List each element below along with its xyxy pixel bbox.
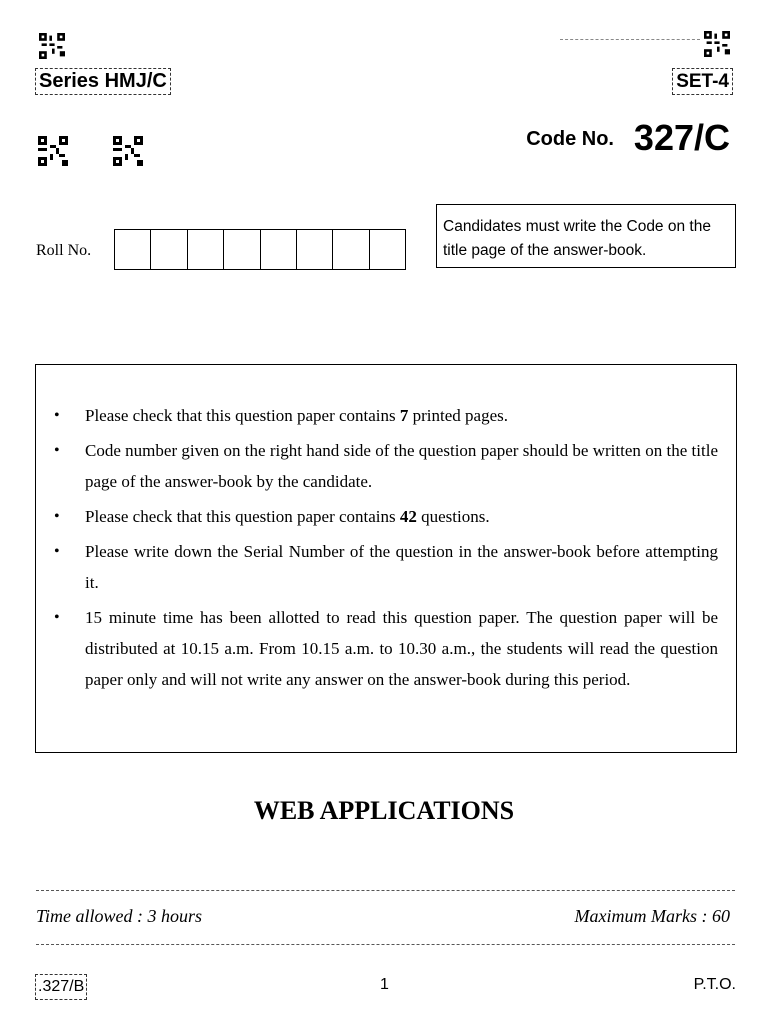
code-label: Code No. (526, 128, 614, 150)
qr-code-icon (38, 136, 68, 166)
qr-code-icon (113, 136, 143, 166)
bullet-icon: • (54, 407, 60, 424)
maximum-marks: Maximum Marks : 60 (574, 906, 730, 926)
roll-number-cell[interactable] (370, 230, 405, 269)
candidate-note: Candidates must write the Code on the title page of the answer-book. (436, 204, 736, 268)
bullet-icon: • (54, 442, 60, 459)
instruction-item: • Please check that this question paper contains 42 questions. (50, 501, 718, 532)
header-dash-line (560, 39, 700, 40)
instruction-item: • 15 minute time has been allotted to read this question paper. The question paper will be distributed at 10.15 a.m. From 10.15 a.m. to 10.30 a.m., the students will read the question paper only and will not write any answer on the answer-book during this period. (50, 602, 718, 695)
code-value: 327/C (633, 117, 730, 158)
bullet-icon: • (54, 508, 60, 525)
qr-code-icon (39, 33, 65, 59)
roll-number-cell[interactable] (297, 230, 333, 269)
series-label: Series HMJ/C (35, 68, 171, 95)
pto-label: P.T.O. (693, 976, 736, 993)
divider (36, 890, 735, 891)
bullet-icon: • (54, 543, 60, 560)
roll-number-boxes[interactable] (114, 229, 406, 270)
qr-code-icon (704, 31, 730, 57)
roll-number-cell[interactable] (261, 230, 297, 269)
roll-number-cell[interactable] (188, 230, 224, 269)
instructions-list (50, 400, 718, 695)
roll-number-label: Roll No. (36, 242, 92, 259)
roll-number-cell[interactable] (333, 230, 369, 269)
set-label: SET-4 (672, 68, 733, 95)
instruction-item: • Please write down the Serial Number of the question in the answer-book before attempting it. (50, 536, 718, 598)
time-allowed: Time allowed : 3 hours (36, 906, 203, 926)
roll-number-cell[interactable] (224, 230, 260, 269)
bullet-icon: • (54, 609, 60, 626)
page-number: 1 (380, 976, 389, 993)
paper-title: WEB APPLICATIONS (253, 796, 515, 825)
divider (36, 944, 735, 945)
roll-number-cell[interactable] (151, 230, 187, 269)
instructions-box (35, 364, 737, 753)
instruction-item: • Please check that this question paper contains 7 printed pages. (50, 400, 718, 431)
instruction-item: • Code number given on the right hand side of the question paper should be written on the title page of the answer-book by the candidate. (50, 435, 718, 497)
footer-code: .327/B (35, 974, 87, 1000)
roll-number-cell[interactable] (115, 230, 151, 269)
